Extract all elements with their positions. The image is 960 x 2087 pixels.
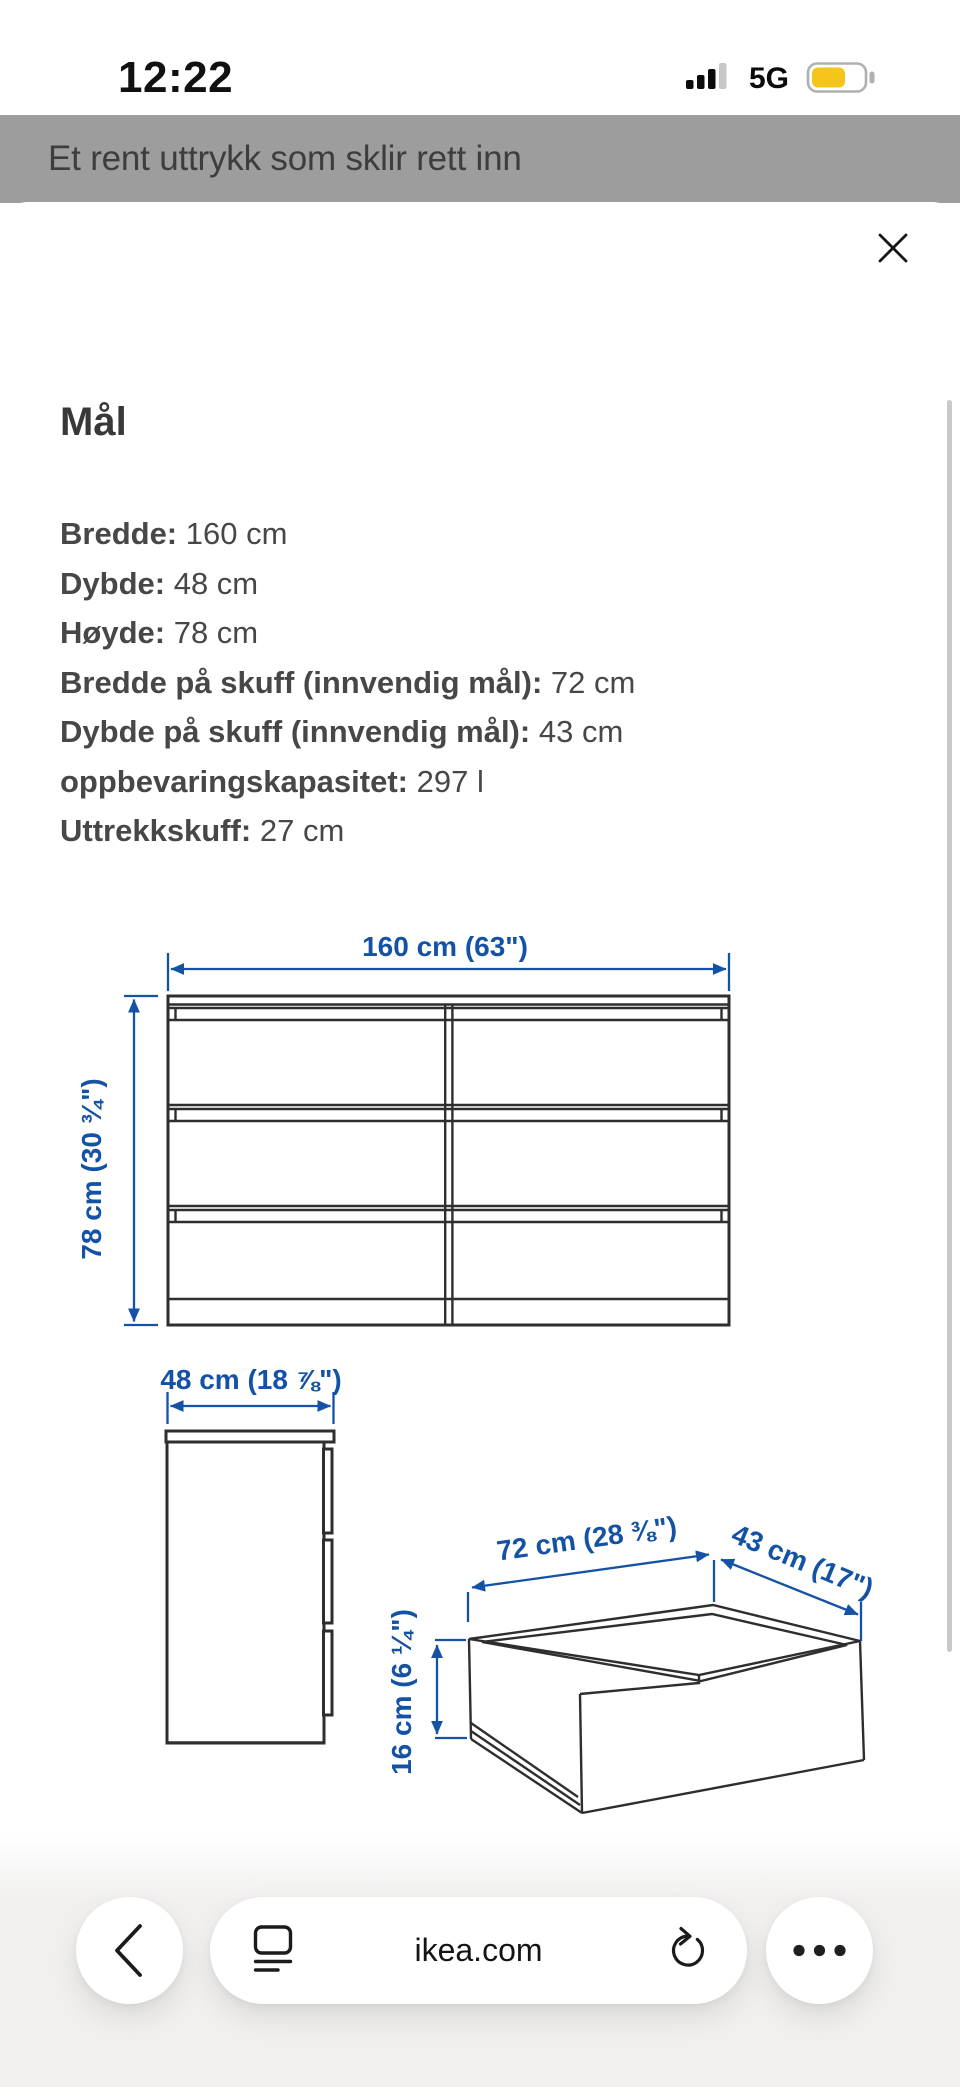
spec-value: 48 cm xyxy=(173,565,259,601)
spec-label: Dybde: xyxy=(60,565,166,601)
spec-value: 297 l xyxy=(416,763,484,799)
spec-value: 78 cm xyxy=(173,615,259,650)
spec-label: oppbevaringskapasitet: xyxy=(60,763,408,799)
side-depth-label: 48 cm (18 ⅞") xyxy=(160,1364,342,1395)
spec-value: 160 cm xyxy=(185,516,288,551)
network-type-label: 5G xyxy=(749,62,790,95)
close-icon xyxy=(880,235,906,261)
spec-label: Bredde: xyxy=(60,516,178,551)
dimension-diagram xyxy=(0,900,960,1910)
page-header-title: Et rent uttrykk som sklir rett inn xyxy=(48,139,522,178)
ellipsis-icon xyxy=(766,1897,873,2004)
front-width-label: 160 cm (63") xyxy=(362,931,528,962)
spec-row xyxy=(60,559,900,609)
spec-row xyxy=(60,658,900,708)
spec-row xyxy=(60,707,900,757)
spec-label: Bredde på skuff (innvendig mål): xyxy=(60,664,543,700)
address-bar[interactable] xyxy=(210,1897,747,2004)
modal-title: Mål xyxy=(60,400,127,444)
toolbar-fade xyxy=(0,1835,960,1900)
spec-value: 27 cm xyxy=(259,813,345,848)
spec-row xyxy=(60,757,900,807)
battery-icon xyxy=(808,64,875,92)
spec-value: 72 cm xyxy=(550,664,636,700)
spec-row xyxy=(60,509,900,559)
status-bar xyxy=(0,0,960,115)
back-button[interactable] xyxy=(76,1897,183,2004)
signal-icon xyxy=(686,63,727,89)
chevron-left-icon xyxy=(76,1897,183,2004)
front-height-label: 78 cm (30 ¾") xyxy=(76,1078,107,1260)
close-button[interactable] xyxy=(869,224,917,272)
status-time: 12:22 xyxy=(118,53,234,102)
spec-row xyxy=(60,806,900,856)
page-header xyxy=(0,115,960,203)
spec-label: Høyde: xyxy=(60,615,166,650)
spec-list xyxy=(60,509,900,856)
spec-label: Dybde på skuff (innvendig mål): xyxy=(60,714,531,749)
spec-row xyxy=(60,608,900,658)
drawer-3d-drawing xyxy=(386,1511,878,1813)
status-indicators xyxy=(676,45,886,105)
url-field[interactable]: ikea.com xyxy=(414,1932,543,1968)
drawer-width-label: 72 cm (28 ⅜") xyxy=(494,1510,679,1567)
spec-value: 43 cm xyxy=(538,714,624,749)
drawer-height-label: 16 cm (6 ¼") xyxy=(386,1609,417,1775)
spec-label: Uttrekkskuff: xyxy=(60,813,252,848)
front-view-drawing xyxy=(76,931,729,1325)
side-view-drawing xyxy=(160,1364,341,1743)
drawer-depth-label: 43 cm (17") xyxy=(727,1518,878,1605)
more-button[interactable] xyxy=(766,1897,873,2004)
